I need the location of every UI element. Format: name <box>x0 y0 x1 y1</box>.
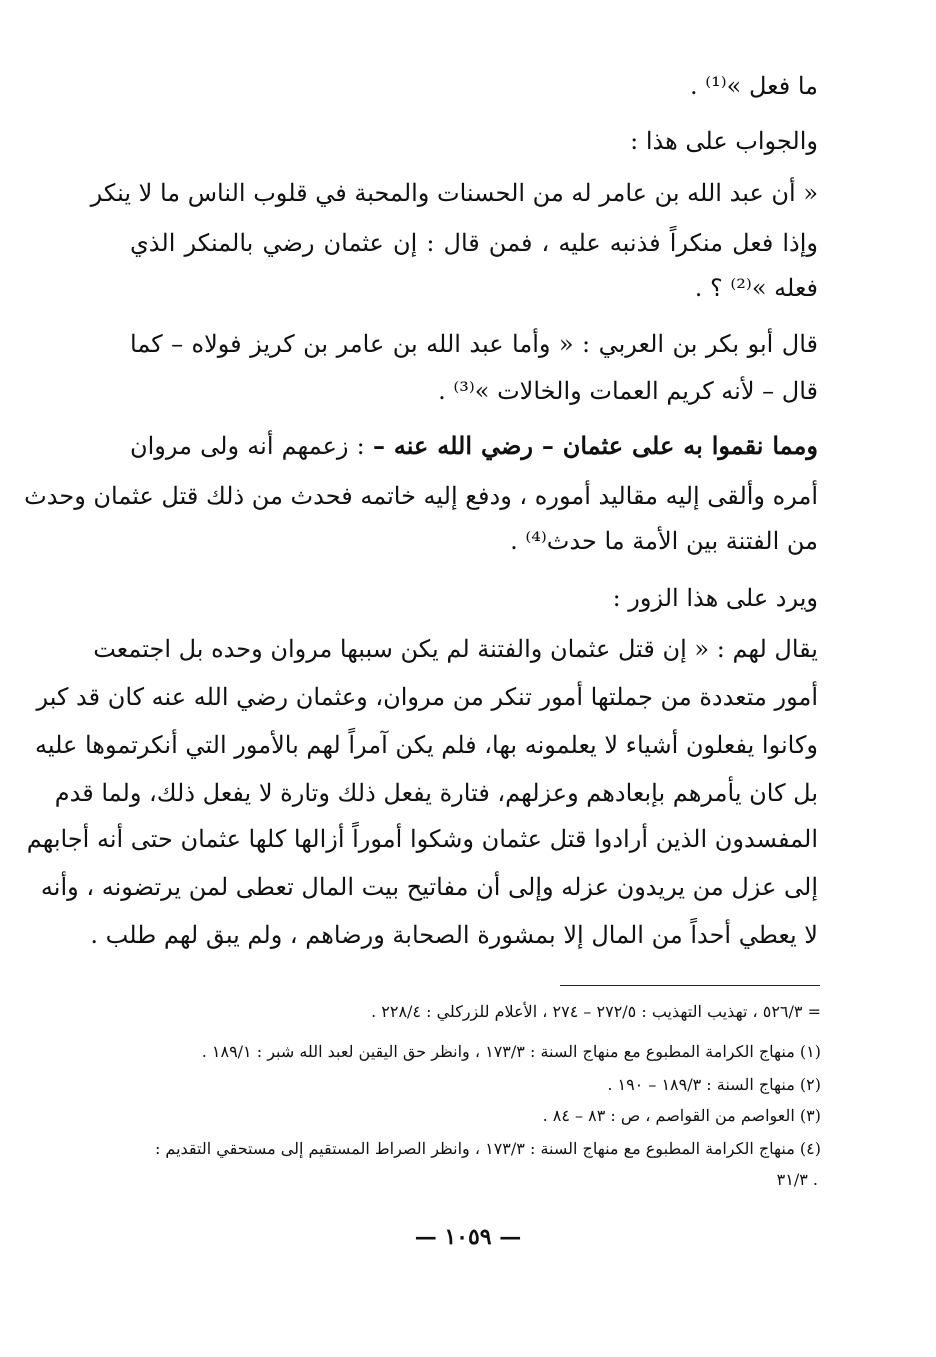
text-line-17: إلى عزل من يريدون عزله وإلى أن مفاتيح بيت المال تعطى لمن يرتضونه ، وأنه <box>40 873 818 901</box>
text-line-4: وإذا فعل منكراً فذنبه عليه ، فمن قال : إن عثمان رضي بالمنكر الذي <box>130 229 818 257</box>
text-line-8 <box>130 430 818 462</box>
text-line-8-rest: : زعمهم أنه ولى مروان <box>130 432 373 460</box>
text-line-15: بل كان يأمرهم بإبعادهم وعزلهم، فتارة يفعل ذلك وتارة لا يفعل ذلك، ولما قدم <box>54 779 818 807</box>
text-line-6: قال أبو بكر بن العربي : « وأما عبد الله بن عامر بن كريز فولاه – كما <box>130 330 818 358</box>
page-number: — ١٠٥٩ — <box>414 1224 522 1250</box>
text-line-3: « أن عبد الله بن عامر له من الحسنات والمحبة في قلوب الناس ما لا ينكر <box>90 179 818 207</box>
footnote-separator <box>560 985 820 986</box>
footnote-4-continuation: . ٣١/٣ <box>776 1170 818 1189</box>
text-line-5: فعله »⁽²⁾ ؟ . <box>694 274 818 302</box>
footnote-continuation: = ٥٢٦/٣ ، تهذيب التهذيب : ٢٧٢/٥ – ٢٧٤ ، الأعلام للزركلي : ٢٢٨/٤ . <box>371 1002 821 1021</box>
text-line-13: أمور متعددة من جملتها أمور تنكر من مروان، وعثمان رضي الله عنه كان قد كبر <box>36 683 818 711</box>
footnote-4: (٤) منهاج الكرامة المطبوع مع منهاج السنة : ١٧٣/٣ ، وانظر الصراط المستقيم إلى مستحقي التقديم : <box>154 1139 821 1158</box>
text-line-18: لا يعطي أحداً من المال إلا بمشورة الصحابة ورضاهم ، ولم يبق لهم طلب . <box>90 921 818 949</box>
footnote-3: (٣) العواصم من القواصم ، ص : ٨٣ – ٨٤ . <box>542 1106 821 1125</box>
text-line-10: من الفتنة بين الأمة ما حدث⁽⁴⁾ . <box>510 527 818 555</box>
text-line-16: المفسدون الذين أرادوا قتل عثمان وشكوا أموراً أزالها كلها عثمان حتى أنه أجابهم <box>26 825 818 853</box>
text-line-11: ويرد على هذا الزور : <box>612 584 818 612</box>
text-line-1: ما فعل »⁽¹⁾ . <box>689 72 818 100</box>
text-line-7: قال – لأنه كريم العمات والخالات »⁽³⁾ . <box>438 377 818 405</box>
text-line-12: يقال لهم : « إن قتل عثمان والفتنة لم يكن سببها مروان وحده بل اجتمعت <box>93 635 818 663</box>
text-line-2: والجواب على هذا : <box>630 127 818 155</box>
text-line-9: أمره وألقى إليه مقاليد أموره ، ودفع إليه خاتمه فحدث من ذلك قتل عثمان وحدث <box>24 482 818 510</box>
bold-heading-phrase: ومما نقموا به على عثمان – رضي الله عنه – <box>372 431 819 460</box>
footnote-1: (١) منهاج الكرامة المطبوع مع منهاج السنة : ١٧٣/٣ ، وانظر حق اليقين لعبد الله شبر : ١٨٩/١ . <box>201 1042 821 1061</box>
footnote-2: (٢) منهاج السنة : ١٨٩/٣ – ١٩٠ . <box>607 1075 821 1094</box>
text-line-14: وكانوا يفعلون أشياء لا يعلمونه بها، فلم يكن آمراً لهم بالأمور التي أنكرتموها عليه <box>34 731 818 759</box>
